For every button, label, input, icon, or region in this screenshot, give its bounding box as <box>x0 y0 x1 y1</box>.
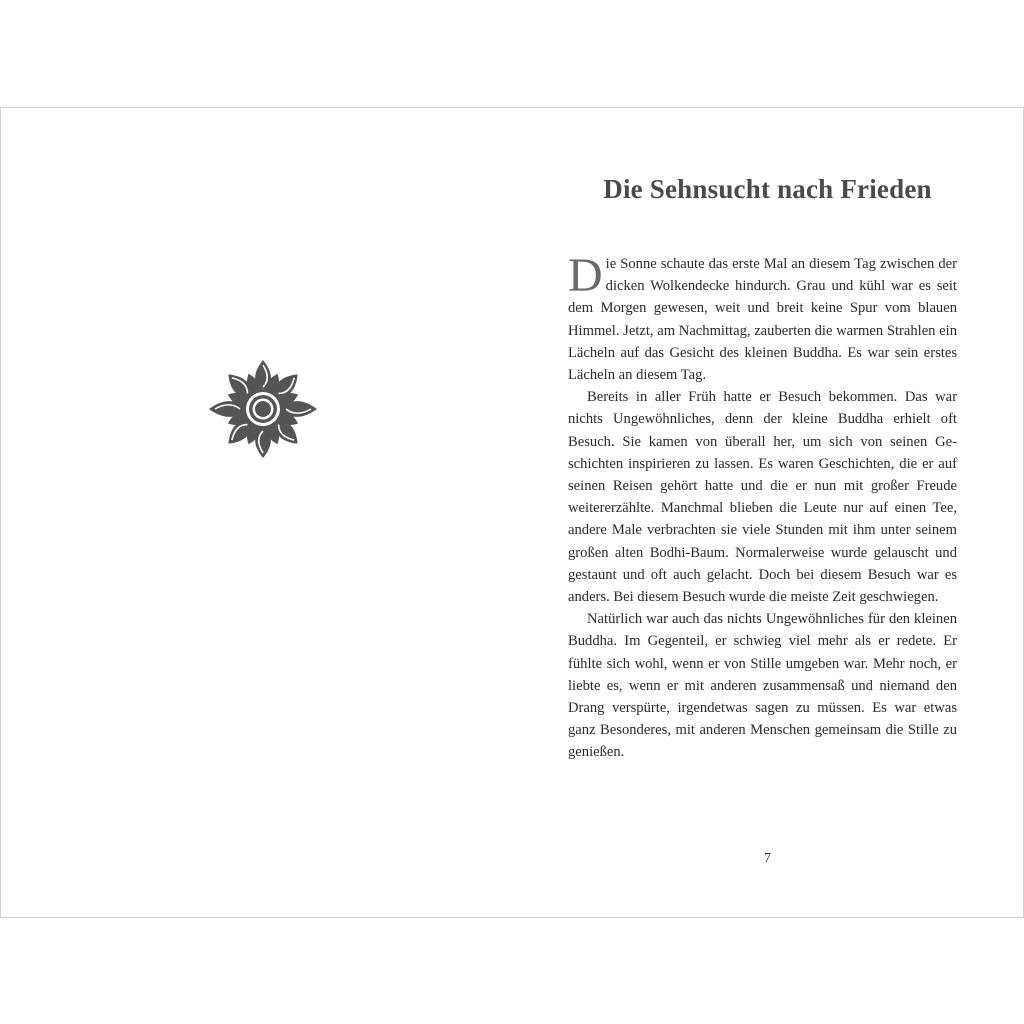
drop-cap: D <box>568 249 603 302</box>
right-page <box>512 108 1023 917</box>
left-page <box>1 108 512 917</box>
paragraph-3: Natürlich war auch das nichts Ungewöhnliches für den kleinen Buddha. Im Gegenteil, er schwieg viel mehr als er redete. Er fühlte sich wohl, wenn er von Stille umgeben war. Mehr noch, er liebte es, wenn er mit anderen zusammensaß und niemand den Drang verspürte, irgendetwas sagen zu müssen. Es war etwas ganz Besonderes, mit anderen Menschen gemeinsam die Stille zu genießen. <box>568 611 957 761</box>
chapter-body <box>568 249 957 764</box>
book-spread <box>0 107 1024 918</box>
paragraph-1-text: ie Sonne schaute das erste Mal an diesem Tag zwischen der dicken Wolkendecke hindurch. Grau und kühl war es seit dem Morgen gewesen, weit und breit keine Spur vom blauen Himmel. Jetzt, am Nachmittag, zauberten die warmen Strahlen ein Lächeln auf das Gesicht des kleinen Buddha. Es war sein erstes Lächeln an diesem Tag. <box>568 256 957 384</box>
page-number-container <box>512 851 1023 867</box>
paragraph-1 <box>568 249 957 386</box>
chapter-title: Die Sehnsucht nach Frieden <box>603 174 932 204</box>
page-number: 7 <box>764 851 771 866</box>
lotus-flower-icon <box>205 358 321 460</box>
paragraph-2: Bereits in aller Früh hatte er Besuch bekommen. Das war nichts Ungewöhnliches, denn der kleine Buddha erhielt oft Besuch. Sie kamen von überall her, um sich von seinen Geschichten inspirieren zu lassen. Es waren Geschichten, die er auf seinen Reisen gehört hatte und die er nun mit großer Freude weitererzählte. Manchmal blieben die Leute nur auf einen Tee, andere Male verbrachten sie viele Stunden mit ihm unter seinem großen alten Bodhi-Baum. Normalerweise wurde gelauscht und gestaunt und oft auch gelacht. Doch bei diesem Besuch war es anders. Bei diesem Besuch wurde die meiste Zeit geschwiegen. <box>568 389 957 606</box>
